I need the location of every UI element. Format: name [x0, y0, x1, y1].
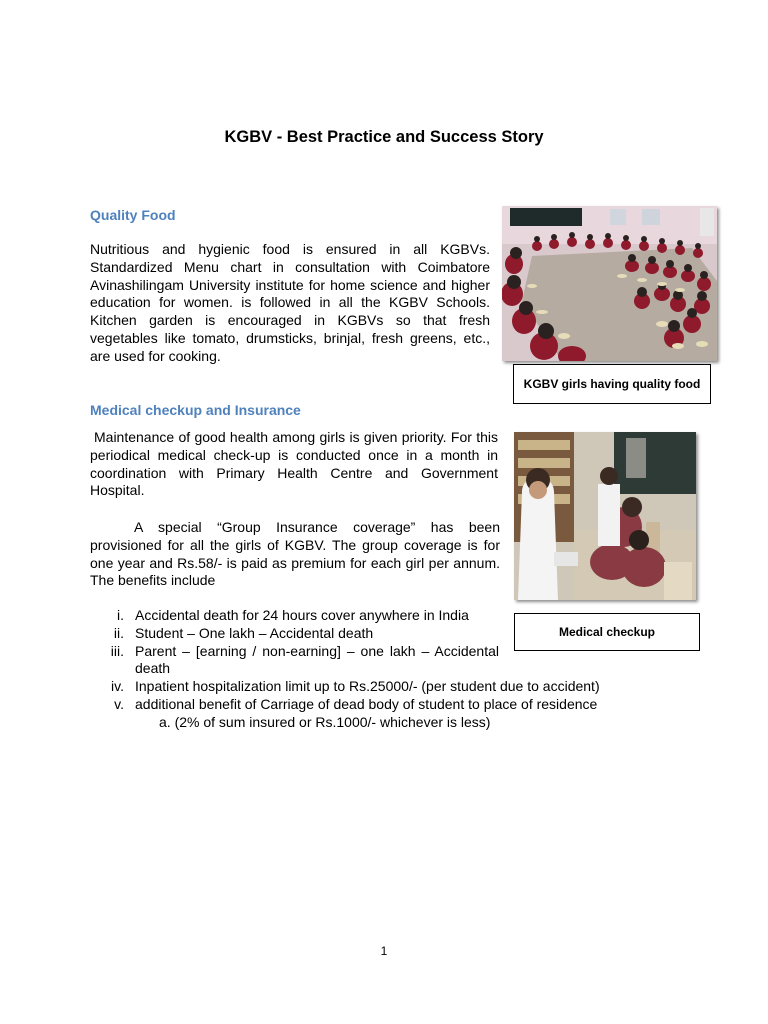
list-item	[90, 696, 650, 714]
food-photo-image	[502, 206, 717, 361]
list-item-text: Inpatient hospitalization limit up to Rs.25000/- (per student due to accident)	[135, 678, 600, 695]
food-photo-caption: KGBV girls having quality food	[513, 364, 711, 404]
medical-photo-caption: Medical checkup	[514, 613, 700, 651]
list-item-number: iii.	[110, 642, 124, 659]
benefits-list	[90, 607, 650, 732]
page-number: 1	[380, 944, 388, 958]
list-item	[90, 643, 650, 679]
medical-paragraph: Maintenance of good health among girls is given priority. For this periodical medical check-up is conducted once in a month in coordination with Primary Health Centre and Government Hospital.	[90, 429, 498, 499]
list-item-text: Parent – [earning / non-earning] – one lakh – Accidental death	[135, 642, 499, 677]
food-photo	[502, 206, 717, 361]
list-item-number: iv.	[111, 678, 124, 695]
insurance-paragraph: A special “Group Insurance coverage” has been provisioned for all the girls of KGBV. The group coverage is for one year and Rs.58/- is paid as premium for each girl per annum. The benefits include	[90, 519, 500, 589]
quality-food-paragraph: Nutritious and hygienic food is ensured in all KGBVs. Standardized Menu chart in consultation with Coimbatore Avinashilingam University institute for home science and higher education for women. is followed in all the KGBV Schools. Kitchen garden is encouraged in KGBVs so that fresh vegetables like tomato, drumsticks, brinjal, fresh greens, etc., are used for cooking.	[90, 241, 490, 364]
list-item-text: Student – One lakh – Accidental death	[135, 624, 374, 641]
list-item-text: Accidental death for 24 hours cover anywhere in India	[135, 607, 469, 623]
section-heading-quality-food: Quality Food	[90, 207, 176, 223]
list-item	[90, 625, 650, 643]
list-item	[90, 607, 650, 625]
list-item	[90, 678, 650, 696]
list-item-number: i.	[117, 607, 124, 623]
list-item-number: v.	[114, 695, 124, 712]
medical-photo	[514, 432, 696, 600]
page-title: KGBV - Best Practice and Success Story	[224, 128, 544, 146]
list-item-text: additional benefit of Carriage of dead body of student to place of residence	[135, 695, 598, 712]
list-item-number: ii.	[113, 624, 124, 641]
medical-photo-image	[514, 432, 696, 600]
section-heading-medical: Medical checkup and Insurance	[90, 402, 301, 418]
sub-list-item: a. (2% of sum insured or Rs.1000/- whichever is less)	[159, 713, 491, 730]
